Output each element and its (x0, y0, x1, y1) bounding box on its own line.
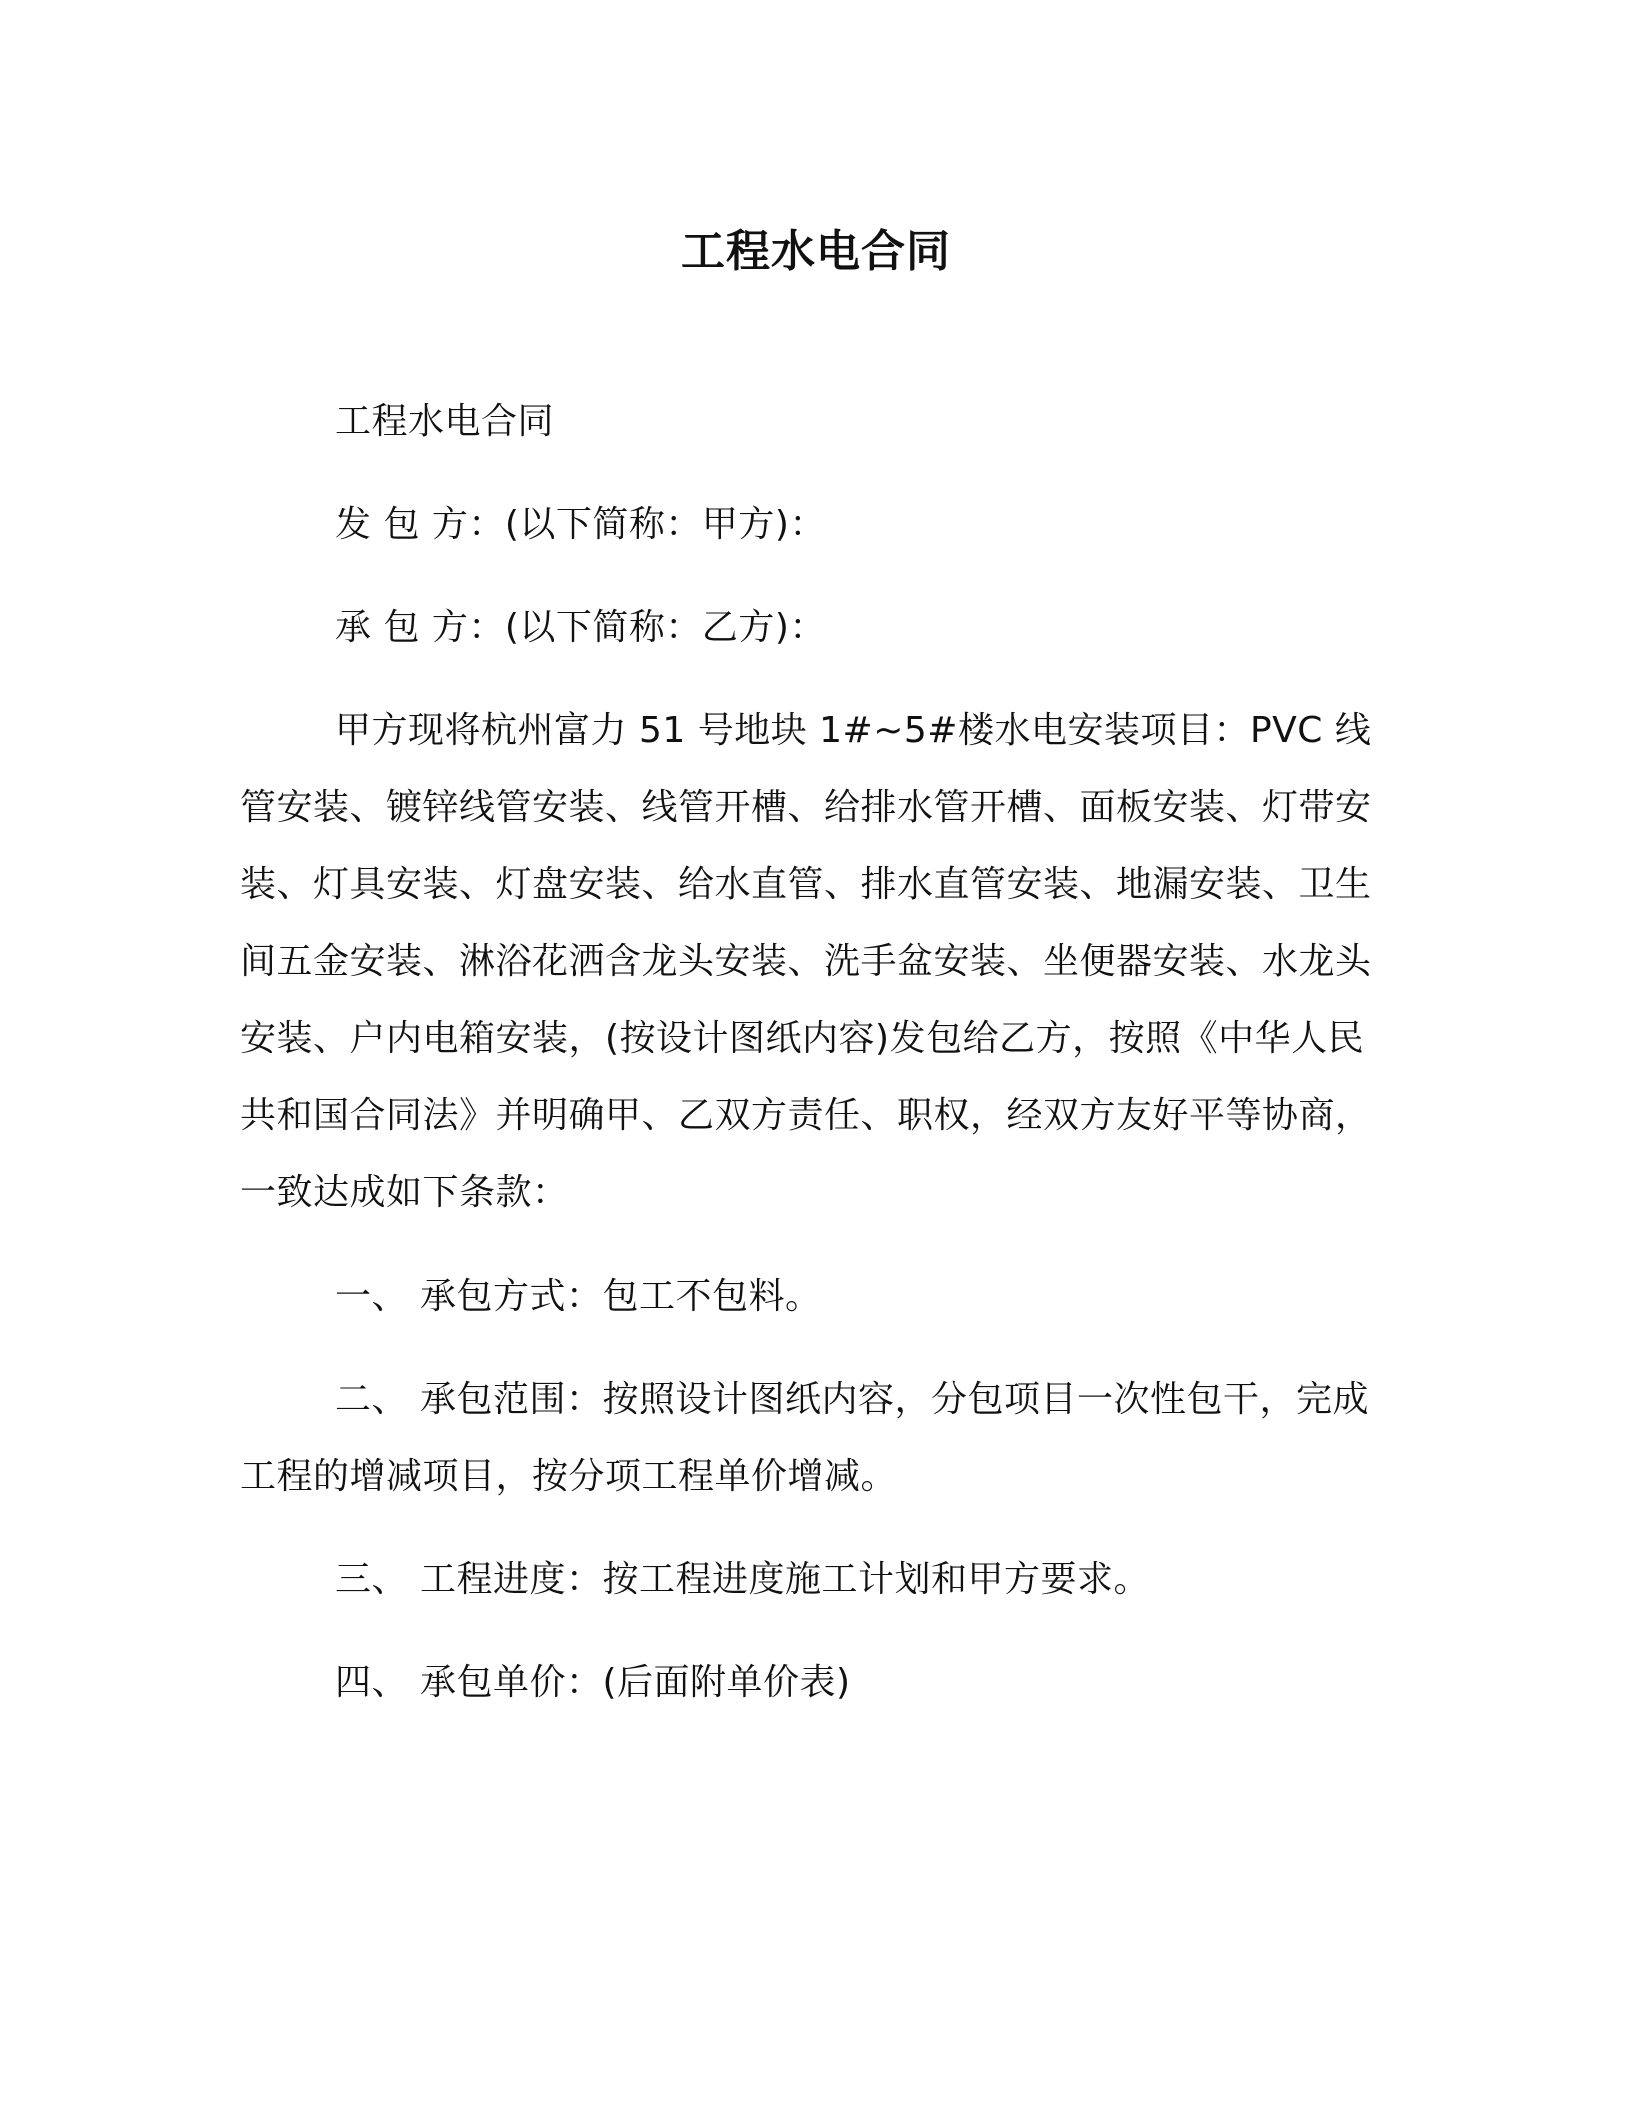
clause-4: 四、 承包单价：(后面附单价表) (335, 1662, 851, 1703)
intro-paragraph: 甲方现将杭州富力 51 号地块 1#~5#楼水电安装项目：PVC 线管安装、镀锌线管安装、线管开槽、给排水管开槽、面板安装、灯带安装、灯具安装、灯盘安装、给水直管、排水直管安装、地漏安装、卫生间五金安装、淋浴花洒含龙头安装、洗手盆安装、坐便器安装、水龙头安装、户内电箱安装，(按设计图纸内容)发包给乙方，按照《中华人民共和国合同法》并明确甲、乙双方责任、职权，经双方友好平等协商，一致达成如下条款： (240, 710, 1372, 1213)
clause-3: 三、 工程进度：按工程进度施工计划和甲方要求。 (335, 1559, 1150, 1600)
clause-1: 一、 承包方式：包工不包料。 (335, 1276, 822, 1317)
party-a-line: 发 包 方：(以下简称：甲方)： (335, 504, 826, 545)
clause-2: 二、 承包范围：按照设计图纸内容，分包项目一次性包干，完成工程的增减项目，按分项工程单价增减。 (240, 1379, 1369, 1497)
document-title: 工程水电合同 (681, 226, 951, 277)
party-b-line: 承 包 方：(以下简称：乙方)： (335, 607, 826, 648)
contract-subtitle: 工程水电合同 (335, 401, 555, 442)
